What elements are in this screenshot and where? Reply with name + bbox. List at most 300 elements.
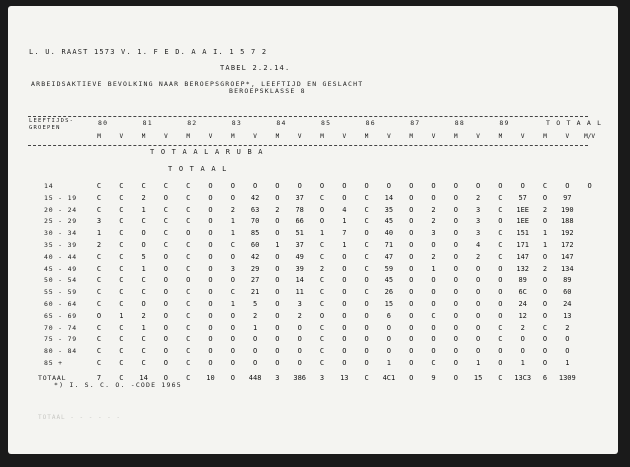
column-header: 87 bbox=[410, 119, 421, 127]
table-cell: 3 bbox=[96, 217, 102, 226]
table-cell: O bbox=[409, 323, 414, 332]
table-cell: O bbox=[475, 311, 481, 320]
table-cell: C bbox=[186, 373, 191, 382]
table-cell: O bbox=[364, 229, 369, 238]
table-cell: C bbox=[230, 288, 235, 297]
table-cell: O bbox=[542, 288, 548, 297]
table-cell: O bbox=[364, 323, 369, 332]
table-cell: O bbox=[475, 347, 481, 356]
row-label: 20 - 24 bbox=[44, 205, 77, 214]
table-cell: C bbox=[186, 205, 191, 214]
table-cell: O bbox=[453, 323, 458, 332]
table-cell: O bbox=[208, 193, 213, 202]
table-cell: 5 bbox=[252, 300, 258, 308]
table-cell: O bbox=[409, 347, 414, 356]
table-cell: O bbox=[275, 252, 280, 261]
table-cell: 15 bbox=[473, 373, 483, 382]
row-label: 50 - 54 bbox=[44, 276, 77, 285]
table-cell: O bbox=[453, 300, 458, 308]
table-cell: O bbox=[230, 311, 235, 320]
table-cell: O bbox=[431, 182, 436, 190]
table-cell: O bbox=[542, 217, 548, 226]
table-cell: O bbox=[453, 347, 458, 356]
table-cell: O bbox=[230, 182, 235, 190]
column-subheader: V bbox=[164, 133, 168, 140]
row-label: 14 bbox=[44, 182, 54, 190]
section-total-label: T O T A A L A R U B A bbox=[150, 148, 264, 156]
table-cell: 2 bbox=[96, 241, 102, 249]
table-cell: O bbox=[230, 276, 235, 285]
column-header: 89 bbox=[499, 119, 510, 127]
table-cell: C bbox=[96, 252, 102, 261]
table-cell: C bbox=[186, 241, 191, 249]
column-header: 81 bbox=[142, 119, 153, 127]
column-subheader: M bbox=[364, 133, 369, 140]
row-label: 85 + bbox=[44, 359, 63, 367]
table-cell: O bbox=[208, 217, 213, 226]
table-cell: 448 bbox=[248, 373, 262, 382]
table-cell: O bbox=[141, 300, 146, 308]
subsection-total-label: T O T A A L bbox=[168, 165, 228, 173]
table-cell: 5 bbox=[141, 252, 146, 261]
row-label: TOTAAL bbox=[38, 373, 67, 382]
table-cell: O bbox=[163, 300, 168, 308]
table-cell: 151 bbox=[516, 229, 530, 238]
table-cell: 147 bbox=[560, 252, 574, 261]
table-cell: O bbox=[275, 182, 280, 190]
column-header: 85 bbox=[321, 119, 332, 127]
column-header: 82 bbox=[187, 119, 198, 127]
row-label: 70 - 74 bbox=[44, 323, 77, 332]
column-header: 80 bbox=[98, 119, 109, 127]
table-cell: O bbox=[409, 359, 414, 367]
table-cell: O bbox=[275, 229, 280, 238]
column-subheader: V bbox=[565, 133, 570, 140]
table-cell: 1 bbox=[141, 205, 146, 214]
table-cell: 71 bbox=[384, 241, 394, 249]
column-subheader: V bbox=[431, 133, 436, 140]
table-cell: 29 bbox=[250, 264, 260, 273]
table-cell: 1 bbox=[230, 217, 235, 226]
table-cell: O bbox=[475, 300, 481, 308]
table-cell: O bbox=[453, 276, 458, 285]
table-cell: 1 bbox=[475, 359, 481, 367]
table-cell: O bbox=[409, 300, 414, 308]
table-cell: 192 bbox=[560, 229, 574, 238]
table-cell: O bbox=[208, 311, 213, 320]
table-cell: O bbox=[542, 335, 548, 344]
table-cell: 1 bbox=[230, 300, 235, 308]
table-cell: 42 bbox=[250, 252, 260, 261]
table-cell: O bbox=[297, 182, 302, 190]
table-cell: 1 bbox=[230, 229, 235, 238]
row-label: 65 - 69 bbox=[44, 311, 77, 320]
table-cell: 24 bbox=[563, 300, 572, 308]
row-label: 40 - 44 bbox=[44, 252, 77, 261]
table-cell: C bbox=[364, 193, 369, 202]
table-cell: 63 bbox=[250, 205, 260, 214]
table-cell: O bbox=[409, 264, 414, 273]
table-cell: C bbox=[542, 182, 548, 190]
table-cell: 60 bbox=[563, 288, 572, 297]
table-cell: O bbox=[542, 300, 548, 308]
column-subheader: V bbox=[253, 133, 257, 140]
table-cell: 2 bbox=[431, 205, 436, 214]
table-cell: C bbox=[141, 288, 146, 297]
table-cell: O bbox=[208, 241, 213, 249]
table-cell: 1EE bbox=[516, 217, 530, 226]
table-cell: O bbox=[565, 347, 570, 356]
table-cell: 2 bbox=[141, 193, 146, 202]
table-cell: C bbox=[319, 335, 325, 344]
table-cell: O bbox=[230, 359, 235, 367]
header-rule-bottom bbox=[28, 145, 588, 146]
table-cell: 37 bbox=[295, 193, 304, 202]
table-cell: O bbox=[498, 276, 503, 285]
table-cell: O bbox=[342, 359, 347, 367]
table-cell: O bbox=[565, 182, 570, 190]
table-cell: 2 bbox=[230, 205, 235, 214]
row-label: 45 - 49 bbox=[44, 264, 77, 273]
source-note: *) I. S. C. O. -CODE 1965 bbox=[54, 381, 182, 389]
table-cell: 4 bbox=[475, 241, 481, 249]
table-cell: O bbox=[141, 241, 146, 249]
table-cell: C bbox=[431, 359, 436, 367]
table-cell: 3 bbox=[297, 300, 302, 308]
table-cell: 188 bbox=[560, 217, 574, 226]
table-cell: 1 bbox=[542, 229, 548, 238]
table-cell: O bbox=[208, 359, 213, 367]
table-cell: O bbox=[453, 311, 458, 320]
table-cell: C bbox=[498, 205, 503, 214]
table-cell: 1 bbox=[141, 323, 146, 332]
table-cell: O bbox=[409, 229, 414, 238]
table-cell: C bbox=[163, 205, 168, 214]
table-cell: 1 bbox=[275, 241, 280, 249]
table-cell: O bbox=[275, 323, 280, 332]
table-cell: C bbox=[141, 335, 146, 344]
table-cell: O bbox=[319, 311, 325, 320]
table-cell: 39 bbox=[295, 264, 304, 273]
column-subheader: V bbox=[342, 133, 347, 140]
table-cell: 2 bbox=[275, 205, 280, 214]
table-cell: 3 bbox=[230, 264, 235, 273]
table-cell: 4 bbox=[342, 205, 347, 214]
table-cell: O bbox=[431, 288, 436, 297]
table-cell: C bbox=[319, 241, 325, 249]
table-cell: C bbox=[119, 182, 124, 190]
table-cell: 89 bbox=[518, 276, 527, 285]
table-cell: C bbox=[96, 288, 102, 297]
table-cell: C bbox=[498, 335, 503, 344]
column-subheader: V bbox=[387, 133, 391, 140]
table-cell: C bbox=[186, 311, 191, 320]
table-cell: O bbox=[252, 335, 258, 344]
table-cell: O bbox=[208, 335, 213, 344]
table-cell: 14 bbox=[139, 373, 148, 382]
row-label: 60 - 64 bbox=[44, 300, 77, 308]
table-cell: 2 bbox=[141, 311, 146, 320]
table-cell: 45 bbox=[384, 276, 394, 285]
table-cell: O bbox=[364, 276, 369, 285]
table-cell: O bbox=[453, 264, 458, 273]
table-cell: C bbox=[319, 347, 325, 356]
column-subheader: M bbox=[543, 133, 547, 140]
table-cell: O bbox=[163, 373, 168, 382]
table-cell: C bbox=[141, 359, 146, 367]
table-cell: O bbox=[208, 182, 213, 190]
table-cell: O bbox=[453, 288, 458, 297]
table-cell: O bbox=[342, 335, 347, 344]
table-cell: O bbox=[386, 182, 391, 190]
column-subheader: M bbox=[453, 133, 458, 140]
table-cell: C bbox=[364, 241, 369, 249]
table-cell: C bbox=[186, 335, 191, 344]
table-cell: O bbox=[275, 288, 280, 297]
report-reference: L. U. RAAST 1573 V. 1. F E D. A A I. 1 5 7 2 bbox=[29, 48, 268, 56]
table-cell: O bbox=[498, 347, 503, 356]
table-cell: C bbox=[141, 276, 146, 285]
table-cell: 2 bbox=[319, 264, 325, 273]
column-header: 83 bbox=[231, 119, 243, 127]
table-cell: O bbox=[542, 252, 548, 261]
table-cell: C bbox=[141, 182, 146, 190]
column-subheader: V bbox=[208, 133, 213, 140]
table-cell: O bbox=[565, 335, 570, 344]
table-cell: C bbox=[96, 193, 102, 202]
table-cell: 27 bbox=[250, 276, 260, 285]
table-cell: O bbox=[342, 193, 347, 202]
table-cell: O bbox=[163, 276, 168, 285]
table-cell: 13C3 bbox=[514, 373, 532, 382]
table-cell: O bbox=[409, 276, 414, 285]
table-cell: C bbox=[119, 264, 124, 273]
table-cell: C bbox=[364, 205, 369, 214]
table-cell: O bbox=[431, 276, 436, 285]
table-cell: O bbox=[208, 252, 213, 261]
table-cell: O bbox=[364, 182, 369, 190]
table-cell: O bbox=[230, 193, 235, 202]
table-cell: O bbox=[275, 193, 280, 202]
table-cell: O bbox=[453, 229, 458, 238]
table-cell: O bbox=[275, 359, 280, 367]
table-cell: 51 bbox=[295, 229, 304, 238]
table-cell: O bbox=[542, 311, 548, 320]
table-cell: 147 bbox=[516, 252, 530, 261]
table-cell: 2 bbox=[297, 311, 302, 320]
table-cell: C bbox=[319, 193, 325, 202]
table-cell: O bbox=[208, 300, 213, 308]
corner-label-2: GROEPEN bbox=[29, 125, 61, 131]
table-cell: 35 bbox=[384, 205, 394, 214]
table-cell: O bbox=[208, 347, 213, 356]
table-cell: C bbox=[364, 217, 369, 226]
table-cell: O bbox=[342, 311, 347, 320]
table-cell: 45 bbox=[384, 217, 394, 226]
table-cell: O bbox=[409, 252, 414, 261]
table-cell: 2 bbox=[475, 193, 481, 202]
table-cell: 2 bbox=[431, 252, 436, 261]
table-title-line2: BEROEPSKLASSE 8 bbox=[229, 87, 306, 95]
table-cell: O bbox=[453, 335, 458, 344]
table-cell: 6C bbox=[518, 288, 527, 297]
table-cell: 85 bbox=[250, 229, 260, 238]
table-cell: 70 bbox=[250, 217, 260, 226]
table-cell: 2 bbox=[252, 311, 258, 320]
table-cell: C bbox=[186, 359, 191, 367]
table-cell: C bbox=[141, 217, 146, 226]
table-cell: O bbox=[386, 323, 391, 332]
table-cell: 1 bbox=[386, 359, 391, 367]
table-cell: O bbox=[297, 323, 302, 332]
column-subheader: M bbox=[186, 133, 190, 140]
table-cell: 40 bbox=[384, 229, 394, 238]
table-cell: 2 bbox=[475, 252, 481, 261]
row-label: 25 - 29 bbox=[44, 217, 77, 226]
table-cell: 37 bbox=[295, 241, 304, 249]
column-header: T O T A A L bbox=[546, 119, 603, 127]
table-cell: C bbox=[96, 182, 102, 190]
table-cell: 1EE bbox=[516, 205, 530, 214]
table-cell: C bbox=[186, 217, 191, 226]
table-cell: 190 bbox=[560, 205, 574, 214]
table-cell: 6 bbox=[542, 373, 548, 382]
ghost-text: TOTAAL - - - - - - bbox=[38, 414, 122, 421]
column-subheader: M bbox=[498, 133, 503, 140]
table-cell: O bbox=[475, 264, 481, 273]
table-cell: O bbox=[297, 335, 302, 344]
table-cell: O bbox=[186, 276, 191, 285]
table-cell: O bbox=[498, 311, 503, 320]
table-cell: O bbox=[453, 205, 458, 214]
table-cell: O bbox=[297, 359, 302, 367]
table-cell: O bbox=[520, 182, 525, 190]
corner-label: LEEFTIJDS- bbox=[29, 118, 75, 124]
table-cell: C bbox=[119, 300, 124, 308]
table-cell: 1 bbox=[565, 359, 570, 367]
table-cell: C bbox=[119, 193, 124, 202]
table-cell: C bbox=[498, 252, 503, 261]
table-cell: C bbox=[119, 252, 124, 261]
table-cell: O bbox=[208, 323, 213, 332]
table-cell: O bbox=[163, 311, 168, 320]
table-cell: C bbox=[163, 229, 168, 238]
table-cell: C bbox=[364, 288, 369, 297]
table-cell: O bbox=[498, 182, 503, 190]
table-cell: C bbox=[119, 217, 124, 226]
table-cell: O bbox=[342, 300, 347, 308]
table-cell: C bbox=[498, 373, 503, 382]
table-cell: C bbox=[119, 205, 124, 214]
table-cell: O bbox=[498, 288, 503, 297]
table-cell: 3 bbox=[475, 205, 481, 214]
table-cell: O bbox=[342, 264, 347, 273]
row-label: 75 - 79 bbox=[44, 335, 77, 344]
table-cell: 1 bbox=[96, 229, 102, 238]
table-cell: C bbox=[319, 323, 325, 332]
table-cell: O bbox=[342, 276, 347, 285]
table-cell: C bbox=[186, 347, 191, 356]
table-cell: 13 bbox=[563, 311, 572, 320]
table-cell: C bbox=[163, 241, 168, 249]
table-cell: C bbox=[96, 300, 102, 308]
table-cell: 3 bbox=[475, 217, 481, 226]
table-cell: O bbox=[275, 300, 280, 308]
table-cell: O bbox=[409, 335, 414, 344]
table-cell: 26 bbox=[384, 288, 394, 297]
table-cell: O bbox=[409, 373, 414, 382]
table-cell: 59 bbox=[384, 264, 394, 273]
table-cell: O bbox=[498, 217, 503, 226]
table-cell: O bbox=[409, 311, 414, 320]
table-cell: C bbox=[498, 229, 503, 238]
table-cell: 2 bbox=[542, 205, 548, 214]
table-cell: 7 bbox=[96, 373, 102, 382]
table-cell: O bbox=[453, 182, 458, 190]
table-cell: C bbox=[96, 347, 102, 356]
table-cell: C bbox=[119, 373, 124, 382]
table-cell: C bbox=[319, 276, 325, 285]
table-cell: 1 bbox=[520, 359, 525, 367]
table-cell: 97 bbox=[563, 193, 572, 202]
table-cell: O bbox=[364, 311, 369, 320]
table-cell: O bbox=[453, 359, 458, 367]
table-cell: 134 bbox=[560, 264, 574, 273]
table-cell: O bbox=[431, 300, 436, 308]
table-cell: O bbox=[163, 347, 168, 356]
table-cell: O bbox=[342, 182, 347, 190]
table-cell: 1 bbox=[342, 241, 347, 249]
table-cell: O bbox=[542, 193, 548, 202]
table-cell: C bbox=[498, 241, 503, 249]
table-cell: O bbox=[275, 311, 280, 320]
table-cell: O bbox=[163, 252, 168, 261]
table-cell: 89 bbox=[563, 276, 572, 285]
table-cell: O bbox=[453, 241, 458, 249]
table-cell: 15 bbox=[384, 300, 394, 308]
table-cell: C bbox=[119, 359, 124, 367]
table-cell: O bbox=[230, 252, 235, 261]
table-cell: C bbox=[364, 252, 369, 261]
table-cell: O bbox=[252, 347, 258, 356]
table-cell: C bbox=[96, 323, 102, 332]
table-cell: O bbox=[431, 335, 436, 344]
table-cell: C bbox=[186, 252, 191, 261]
column-subheader: M bbox=[275, 133, 280, 140]
table-cell: O bbox=[208, 276, 213, 285]
column-subheader: M bbox=[409, 133, 413, 140]
table-cell: O bbox=[542, 276, 548, 285]
header-rule-top bbox=[28, 116, 588, 117]
table-cell: O bbox=[252, 182, 258, 190]
table-cell: 386 bbox=[293, 373, 307, 382]
table-cell: O bbox=[409, 182, 414, 190]
table-cell: O bbox=[275, 335, 280, 344]
table-cell: 2 bbox=[520, 323, 525, 332]
table-cell: C bbox=[364, 264, 369, 273]
table-cell: 12 bbox=[518, 311, 527, 320]
table-cell: C bbox=[119, 229, 124, 238]
table-cell: 6 bbox=[386, 311, 391, 320]
table-cell: 2 bbox=[431, 217, 436, 226]
table-cell: 1 bbox=[342, 217, 347, 226]
table-cell: C bbox=[119, 241, 124, 249]
table-cell: 3 bbox=[431, 229, 436, 238]
table-cell: 1 bbox=[431, 264, 436, 273]
column-subheader: V bbox=[476, 133, 480, 140]
table-cell: 132 bbox=[516, 264, 530, 273]
table-cell: O bbox=[342, 252, 347, 261]
